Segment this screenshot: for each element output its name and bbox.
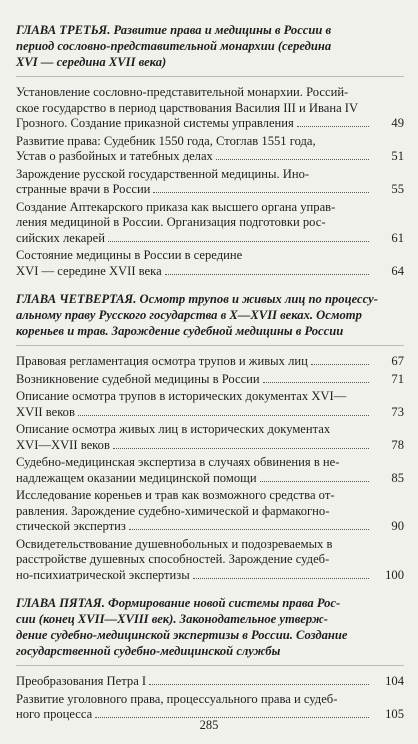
page-ref: 104 [385,674,404,688]
toc-entry[interactable] [16,488,404,535]
heading-line: дение судебно-медицинской экспертизы в России. Создание [16,628,348,642]
entry-line: Возникновение судебной медицины в России [16,371,260,386]
entry-line: Устав о разбойных и татебных делах [16,149,213,163]
toc-entry[interactable] [16,167,404,198]
entry-line: сийских лекарей [16,230,105,245]
entry-line: Развитие уголовного права, процессуального права и судеб- [16,691,338,706]
entry-line: Судебно-медицинская экспертиза в случаях обвинения в не- [16,455,340,469]
toc-entry[interactable] [16,248,404,279]
heading-line: сии (конец XVII—XVIII век). Законодательное утверж- [16,612,328,626]
table-of-contents [16,22,404,725]
entry-line: Зарождение русской государственной медицины. Ино- [16,166,310,181]
page-ref: 51 [391,149,404,163]
toc-entry[interactable] [16,674,404,690]
entry-line: Описание осмотра трупов в исторических документах XVI— [16,389,347,403]
page-ref: 67 [391,354,404,368]
page-ref: 55 [391,182,404,196]
heading-line: XVI — середина XVII века) [16,55,167,69]
entry-line: Состояние медицины в России в середине [16,248,243,262]
chapter-heading [16,22,404,70]
heading-line: альному праву Русского государства в X—XVII веках. Осмотр [16,308,362,322]
chapter-heading [16,291,404,339]
page-ref: 90 [391,519,404,533]
divider [16,345,404,346]
heading-line: ГЛАВА ТРЕТЬЯ. Развитие права и медицины в России в [16,23,332,37]
heading-line: ГЛАВА ЧЕТВЕРТАЯ. Осмотр трупов и живых лиц по процессу- [16,292,378,306]
entry-line: Установление сословно-представительной монархии. Россий- [16,85,349,99]
heading-line: период сословно-представительной монархии (середина [16,39,332,53]
page-ref: 105 [385,707,404,721]
entry-line: Описание осмотра живых лиц в исторических документах [16,422,331,436]
heading-line: ГЛАВА ПЯТАЯ. Формирование новой системы права Рос- [16,596,341,610]
entry-line: XVI — середине XVII века [16,263,162,278]
heading-line: государственной судебно-медицинской службы [16,644,281,658]
entry-line: Освидетельствование душевнобольных и подозреваемых в [16,536,333,551]
entry-line: ного процесса [16,707,93,721]
toc-entry[interactable] [16,354,404,370]
divider [16,76,404,77]
divider [16,665,404,666]
toc-entry[interactable] [16,134,404,165]
heading-line: кореньев и трав. Зарождение судебной медицины в России [16,324,344,338]
page-ref: 85 [391,470,404,485]
entry-line: равления. Зарождение судебно-химической и фармакогно- [16,503,330,518]
toc-entry[interactable] [16,372,404,388]
entry-line: XVII веков [16,404,75,419]
entry-line: XVI—XVII веков [16,437,110,452]
page-ref: 73 [391,404,404,419]
entry-line: ское государство в период царствования Василия III и Ивана IV [16,100,359,115]
chapter-heading [16,595,404,659]
entry-line: Преобразования Петра I [16,674,147,688]
entry-line: Создание Аптекарского приказа как высшего органа управ- [16,199,336,214]
entry-line: ления медициной в России. Организация подготовки рос- [16,215,326,229]
toc-entry[interactable] [16,455,404,486]
entry-line: Правовая регламентация осмотра трупов и живых лиц [16,354,308,368]
entry-line: надлежащем оказании медицинской помощи [16,470,257,485]
toc-entry[interactable] [16,537,404,584]
page-ref: 100 [385,567,404,582]
toc-entry[interactable] [16,389,404,420]
entry-line: стической экспертиз [16,519,126,533]
page-ref: 71 [391,371,404,386]
page-ref: 49 [391,116,404,130]
entry-line: но-психиатрической экспертизы [16,567,190,582]
entry-line: Развитие права: Судебник 1550 года, Стоглав 1551 года, [16,133,316,148]
entry-line: Исследование кореньев и трав как возможного средства от- [16,488,335,502]
entry-line: странные врачи в России [16,182,151,196]
page-ref: 64 [391,263,404,278]
entry-line: Грозного. Создание приказной системы управления [16,116,294,130]
entry-line: расстройстве душевных способностей. Зарождение судеб- [16,552,330,566]
toc-entry[interactable] [16,422,404,453]
page-ref: 78 [391,437,404,452]
page-ref: 61 [391,230,404,245]
toc-entry[interactable] [16,200,404,247]
toc-entry[interactable] [16,85,404,132]
page-number: 285 [199,718,219,732]
